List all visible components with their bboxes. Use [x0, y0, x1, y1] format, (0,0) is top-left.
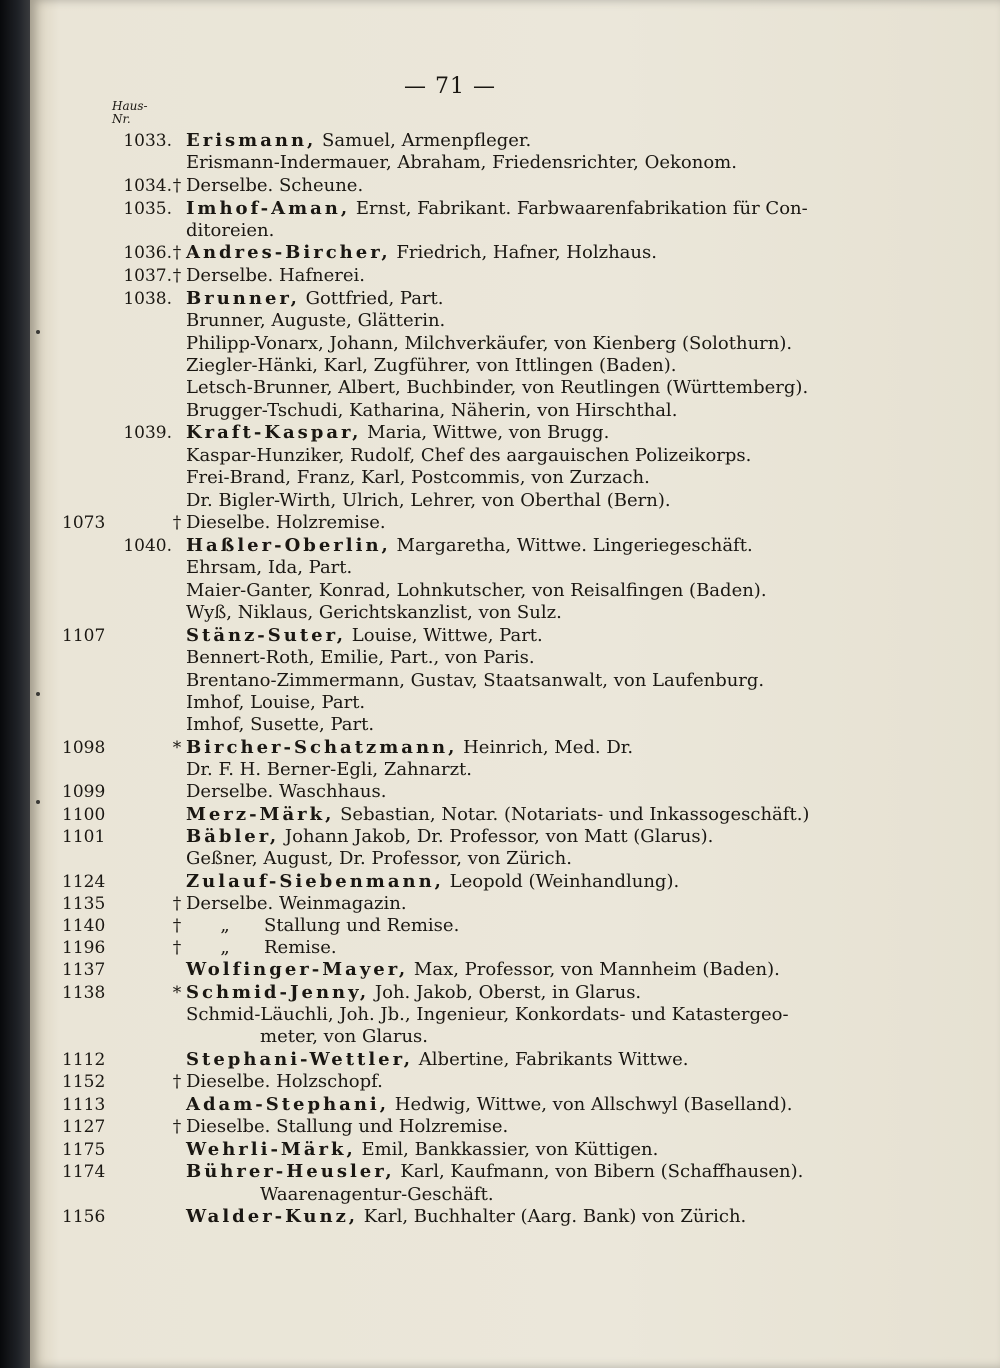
house-number: 1040. [123, 536, 172, 556]
resident-details: Johann, Milchverkäufer, von Kienberg (Solothurn). [323, 333, 793, 354]
directory-entry [0, 1206, 1000, 1228]
entry-text [186, 625, 543, 647]
directory-entry [0, 512, 1000, 534]
house-number: 1036. [123, 243, 172, 263]
resident-details: Gustav, Staatsanwalt, von Laufenburg. [404, 670, 765, 691]
entry-text [186, 982, 641, 1004]
old-house-number: 1138 [62, 983, 106, 1003]
resident-name: Derselbe. [186, 781, 274, 802]
resident-details: Friedrich, Hafner, Holzhaus. [390, 242, 657, 263]
resident-name: Haßler-Oberlin, [186, 535, 391, 556]
resident-name: Kraft-Kaspar, [186, 422, 362, 443]
resident-details: August, Dr. Professor, von Zürich. [257, 848, 572, 869]
directory-entry [0, 1116, 1000, 1138]
resident-details: Ulrich, Lehrer, von Oberthal (Bern). [336, 490, 671, 511]
resident-details: Ernst, Fabrikant. Farbwaarenfabrikation für Con- [350, 198, 808, 219]
directory-entry [0, 198, 1000, 220]
resident-details: Emilie, Part., von Paris. [314, 647, 535, 668]
resident-name: Imhof-Aman, [186, 198, 351, 219]
directory-entry [0, 804, 1000, 826]
entry-text [186, 1161, 803, 1183]
resident-name: Erismann, [186, 130, 317, 151]
resident-name: Stephani-Wettler, [186, 1049, 414, 1070]
old-house-number: 1174 [62, 1162, 106, 1182]
old-house-number: 1100 [62, 805, 106, 825]
resident-name: Ziegler-Hänki, [186, 355, 318, 376]
directory-entry [0, 647, 1000, 669]
house-number: 1033. [123, 131, 172, 151]
entry-marker: † [172, 938, 182, 958]
margin-mark [36, 800, 40, 804]
resident-name: Bäbler, [186, 826, 280, 847]
directory-entry [0, 400, 1000, 422]
directory-entry [0, 848, 1000, 870]
entry-text [186, 467, 650, 489]
directory-entry [0, 982, 1000, 1004]
resident-details: Niklaus, Gerichtskanzlist, von Sulz. [232, 602, 562, 623]
resident-details: Emil, Bankkassier, von Küttigen. [355, 1139, 659, 1160]
resident-name: Ehrsam, [186, 557, 263, 578]
old-house-number: 1098 [62, 738, 106, 758]
directory-entry [0, 602, 1000, 624]
directory-entry [0, 580, 1000, 602]
entry-marker: † [172, 1117, 182, 1137]
resident-name: Bennert-Roth, [186, 647, 315, 668]
page-number: — 71 — [404, 74, 496, 99]
old-house-number: 1107 [62, 626, 106, 646]
resident-name: Geßner, [186, 848, 258, 869]
entry-text [186, 1049, 689, 1071]
resident-details: Heinrich, Med. Dr. [457, 737, 634, 758]
old-house-number: 1175 [62, 1140, 106, 1160]
entry-text [186, 220, 274, 242]
resident-name: Schmid-Jenny, [186, 982, 370, 1003]
directory-entry [0, 1004, 1000, 1026]
entry-marker: † [172, 513, 182, 533]
old-house-number: 1152 [62, 1072, 106, 1092]
resident-details: Johann Jakob, Dr. Professor, von Matt (Glarus). [279, 826, 714, 847]
resident-name: Brentano-Zimmermann, [186, 670, 405, 691]
entry-text [186, 422, 609, 444]
directory-entry [0, 625, 1000, 647]
directory-entry [0, 467, 1000, 489]
resident-name: Dieselbe. [186, 512, 271, 533]
entry-text [186, 1094, 792, 1116]
resident-details: Konrad, Lohnkutscher, von Reisalfingen (Baden). [313, 580, 767, 601]
margin-mark [36, 330, 40, 334]
entry-text [186, 377, 808, 399]
directory-entry [0, 915, 1000, 937]
entry-text [186, 1004, 789, 1026]
entry-marker: † [172, 1072, 182, 1092]
resident-details: Albertine, Fabrikants Wittwe. [413, 1049, 689, 1070]
resident-details: Hafnerei. [273, 265, 366, 286]
entry-text [186, 445, 751, 467]
directory-entry [0, 445, 1000, 467]
house-number: 1034. [123, 176, 172, 196]
resident-details: Louise, Part. [244, 692, 366, 713]
entry-text [260, 1026, 428, 1048]
old-house-number: 1112 [62, 1050, 106, 1070]
old-house-number: 1140 [62, 916, 106, 936]
resident-name: Dieselbe. [186, 1071, 271, 1092]
resident-name: Letsch-Brunner, [186, 377, 333, 398]
entry-text [186, 512, 386, 534]
entry-text [186, 1071, 383, 1093]
entry-text [186, 915, 459, 937]
resident-name: Imhof, [186, 714, 245, 735]
entry-text [186, 333, 792, 355]
resident-name: „ [186, 915, 230, 936]
house-number: 1039. [123, 423, 172, 443]
resident-details: Gottfried, Part. [299, 288, 444, 309]
entry-text [186, 130, 531, 152]
resident-name: Dieselbe. [186, 1116, 271, 1137]
directory-entry [0, 490, 1000, 512]
directory-entry [0, 759, 1000, 781]
entry-text [186, 759, 472, 781]
entry-text [186, 152, 737, 174]
directory-entry [0, 175, 1000, 197]
entry-text [186, 781, 386, 803]
directory-entry [0, 737, 1000, 759]
entry-text [186, 400, 677, 422]
directory-entry [0, 1184, 1000, 1206]
directory-entry [0, 1161, 1000, 1183]
entry-text [186, 937, 337, 959]
resident-name: Dr. F. H. Berner-Egli, [186, 759, 379, 780]
resident-name: Merz-Märk, [186, 804, 335, 825]
directory-entry [0, 310, 1000, 332]
entry-text [186, 714, 374, 736]
resident-name: Brunner, [186, 310, 266, 331]
resident-name: „ [186, 937, 230, 958]
resident-details: Ida, Part. [262, 557, 353, 578]
old-house-number: 1073 [62, 513, 106, 533]
directory-entry [0, 893, 1000, 915]
directory-entry [0, 557, 1000, 579]
resident-name: Bircher-Schatzmann, [186, 737, 458, 758]
resident-details: Abraham, Friedensrichter, Oekonom. [391, 152, 737, 173]
entry-text [186, 602, 562, 624]
resident-details: Max, Professor, von Mannheim (Baden). [408, 959, 780, 980]
resident-details: Holzschopf. [270, 1071, 383, 1092]
directory-entry [0, 242, 1000, 264]
resident-name: Brunner, [186, 288, 300, 309]
directory-entry [0, 1049, 1000, 1071]
old-house-number: 1135 [62, 894, 106, 914]
entry-text [186, 355, 676, 377]
resident-details: Katharina, Näherin, von Hirschthal. [343, 400, 678, 421]
entry-text [186, 198, 808, 220]
entry-text [186, 242, 657, 264]
resident-name: Walder-Kunz, [186, 1206, 359, 1227]
old-house-number: 1124 [62, 872, 106, 892]
directory-entry [0, 333, 1000, 355]
resident-details: Joh. Jb., Ingenieur, Konkordats- und Katastergeo- [333, 1004, 789, 1025]
entry-text [186, 826, 713, 848]
resident-name: Dr. Bigler-Wirth, [186, 490, 337, 511]
old-house-number: 1137 [62, 960, 106, 980]
entry-text [186, 804, 809, 826]
directory-entry [0, 959, 1000, 981]
entry-text [186, 557, 352, 579]
resident-name: Derselbe. [186, 893, 274, 914]
entry-text [186, 288, 444, 310]
resident-details: Stallung und Holzremise. [270, 1116, 509, 1137]
resident-name: Andres-Bircher, [186, 242, 391, 263]
entry-marker: * [172, 983, 182, 1003]
entry-text [186, 1139, 658, 1161]
resident-details: meter, von Glarus. [260, 1026, 429, 1047]
entry-text [186, 1206, 746, 1228]
resident-name: Imhof, [186, 692, 245, 713]
directory-entry [0, 220, 1000, 242]
house-number: 1038. [123, 289, 172, 309]
entry-text [186, 490, 671, 512]
directory-entry [0, 1071, 1000, 1093]
old-house-number: 1101 [62, 827, 106, 847]
entry-text [186, 580, 767, 602]
entry-text [186, 535, 753, 557]
resident-details: Leopold (Weinhandlung). [443, 871, 680, 892]
resident-name: Erismann-Indermauer, [186, 152, 392, 173]
directory-entry [0, 265, 1000, 287]
resident-name: Derselbe. [186, 265, 274, 286]
resident-details: Joh. Jakob, Oberst, in Glarus. [369, 982, 642, 1003]
directory-entry [0, 670, 1000, 692]
directory-entry [0, 152, 1000, 174]
resident-details: Auguste, Glätterin. [265, 310, 446, 331]
directory-entry [0, 781, 1000, 803]
directory-entry [0, 535, 1000, 557]
resident-name: Kaspar-Hunziker, [186, 445, 345, 466]
directory-entry [0, 422, 1000, 444]
resident-name: Brugger-Tschudi, [186, 400, 344, 421]
directory-entry [0, 937, 1000, 959]
old-house-number: 1127 [62, 1117, 106, 1137]
directory-entry [0, 692, 1000, 714]
directory-entry [0, 355, 1000, 377]
resident-name: Maier-Ganter, [186, 580, 314, 601]
directory-entry [0, 377, 1000, 399]
resident-details: Margaretha, Wittwe. Lingeriegeschäft. [390, 535, 753, 556]
directory-entry [0, 871, 1000, 893]
entry-marker: † [172, 243, 182, 263]
resident-name: Schmid-Läuchli, [186, 1004, 334, 1025]
entry-marker: † [172, 266, 182, 286]
resident-details: Scheune. [273, 175, 364, 196]
resident-name: Zulauf-Siebenmann, [186, 871, 444, 892]
entry-text [186, 959, 780, 981]
resident-details: Waschhaus. [273, 781, 387, 802]
entry-text [186, 871, 679, 893]
house-number: 1035. [123, 199, 172, 219]
entry-text [186, 310, 445, 332]
entry-text [186, 848, 572, 870]
resident-name: Wyß, [186, 602, 233, 623]
directory-entry [0, 714, 1000, 736]
entry-text [186, 1116, 508, 1138]
resident-details: Waarenagentur-Geschäft. [260, 1184, 494, 1205]
old-house-number: 1099 [62, 782, 106, 802]
resident-details: Franz, Karl, Postcommis, von Zurzach. [291, 467, 650, 488]
directory-entry [0, 826, 1000, 848]
entry-text [186, 670, 764, 692]
resident-details: Susette, Part. [244, 714, 375, 735]
old-house-number: 1196 [62, 938, 106, 958]
resident-name: Bührer-Heusler, [186, 1161, 395, 1182]
resident-details: Zahnarzt. [378, 759, 473, 780]
resident-details: Hedwig, Wittwe, von Allschwyl (Baselland). [389, 1094, 793, 1115]
entry-text [186, 647, 535, 669]
old-house-number: 1156 [62, 1207, 106, 1227]
resident-name: Derselbe. [186, 175, 274, 196]
resident-name: Frei-Brand, [186, 467, 291, 488]
resident-details: Louise, Wittwe, Part. [346, 625, 543, 646]
resident-details: Albert, Buchbinder, von Reutlingen (Württemberg). [332, 377, 809, 398]
entry-text [186, 265, 365, 287]
entry-text [186, 692, 365, 714]
entry-text [260, 1184, 494, 1206]
margin-mark [36, 692, 40, 696]
directory-entry [0, 288, 1000, 310]
resident-name: Philipp-Vonarx, [186, 333, 324, 354]
resident-details: Maria, Wittwe, von Brugg. [361, 422, 610, 443]
directory-entry [0, 1026, 1000, 1048]
entry-text [186, 893, 407, 915]
resident-details: Rudolf, Chef des aargauischen Polizeikorps. [344, 445, 752, 466]
resident-details: ditoreien. [186, 220, 275, 241]
resident-name: Adam-Stephani, [186, 1094, 390, 1115]
house-number-header: Haus- Nr. [112, 99, 148, 126]
house-number: 1037. [123, 266, 172, 286]
entry-marker: † [172, 916, 182, 936]
entry-marker: * [172, 738, 182, 758]
entry-text [186, 175, 363, 197]
entry-text [186, 737, 633, 759]
resident-name: Stänz-Suter, [186, 625, 347, 646]
directory-entry [0, 1139, 1000, 1161]
resident-details: Karl, Zugführer, von Ittlingen (Baden). [317, 355, 677, 376]
resident-name: Wolfinger-Mayer, [186, 959, 409, 980]
directory-entry [0, 1094, 1000, 1116]
old-house-number: 1113 [62, 1095, 106, 1115]
resident-details: Holzremise. [270, 512, 386, 533]
resident-details: Karl, Buchhalter (Aarg. Bank) von Zürich. [358, 1206, 747, 1227]
resident-details: Samuel, Armenpfleger. [316, 130, 532, 151]
resident-name: Wehrli-Märk, [186, 1139, 356, 1160]
resident-details: Sebastian, Notar. (Notariats- und Inkassogeschäft.) [334, 804, 810, 825]
entry-marker: † [172, 894, 182, 914]
resident-details: Remise. [229, 937, 337, 958]
directory-entry [0, 130, 1000, 152]
resident-details: Stallung und Remise. [229, 915, 460, 936]
entry-marker: † [172, 176, 182, 196]
resident-details: Karl, Kaufmann, von Bibern (Schaffhausen). [394, 1161, 804, 1182]
resident-details: Weinmagazin. [273, 893, 407, 914]
